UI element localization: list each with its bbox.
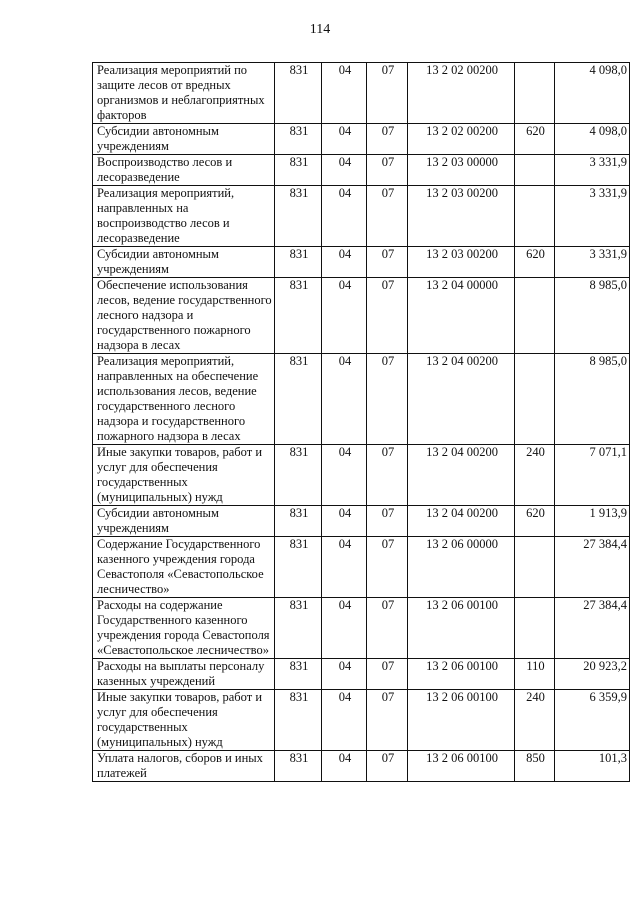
amount-cell: 3 331,9 [555,186,630,247]
expense-name-cell: Обеспечение использования лесов, ведение государственного лесного надзора и государственного пожарного надзора в лесах [93,278,275,354]
subsection-code-cell: 07 [367,506,408,537]
target-article-cell: 13 2 03 00000 [408,155,515,186]
section-code-cell: 04 [322,63,367,124]
amount-cell: 101,3 [555,751,630,782]
subsection-code-cell: 07 [367,63,408,124]
ministry-code-cell: 831 [275,445,322,506]
amount-cell: 6 359,9 [555,690,630,751]
table-row [93,690,630,751]
ministry-code-cell: 831 [275,247,322,278]
ministry-code-cell: 831 [275,659,322,690]
expense-name-cell: Реализация мероприятий по защите лесов от вредных организмов и неблагоприятных факторов [93,63,275,124]
expense-type-cell: 240 [515,445,555,506]
ministry-code-cell: 831 [275,598,322,659]
expense-type-cell: 620 [515,124,555,155]
expense-name-cell: Иные закупки товаров, работ и услуг для обеспечения государственных (муниципальных) нужд [93,445,275,506]
section-code-cell: 04 [322,659,367,690]
subsection-code-cell: 07 [367,155,408,186]
amount-cell: 27 384,4 [555,537,630,598]
section-code-cell: 04 [322,506,367,537]
expense-type-cell [515,186,555,247]
expense-type-cell [515,598,555,659]
amount-cell: 20 923,2 [555,659,630,690]
table-row [93,63,630,124]
target-article-cell: 13 2 06 00100 [408,659,515,690]
table-row [93,445,630,506]
target-article-cell: 13 2 04 00200 [408,354,515,445]
expense-type-cell [515,537,555,598]
table-row [93,155,630,186]
table-row [93,278,630,354]
subsection-code-cell: 07 [367,690,408,751]
ministry-code-cell: 831 [275,751,322,782]
expense-name-cell: Иные закупки товаров, работ и услуг для обеспечения государственных (муниципальных) нужд [93,690,275,751]
amount-cell: 4 098,0 [555,124,630,155]
section-code-cell: 04 [322,537,367,598]
expense-type-cell: 240 [515,690,555,751]
section-code-cell: 04 [322,354,367,445]
budget-table [92,62,630,782]
target-article-cell: 13 2 06 00100 [408,690,515,751]
amount-cell: 1 913,9 [555,506,630,537]
subsection-code-cell: 07 [367,124,408,155]
expense-name-cell: Расходы на содержание Государственного казенного учреждения города Севастополя «Севастопольское лесничество» [93,598,275,659]
section-code-cell: 04 [322,124,367,155]
budget-table-body [93,63,630,782]
ministry-code-cell: 831 [275,124,322,155]
expense-type-cell [515,155,555,186]
amount-cell: 27 384,4 [555,598,630,659]
expense-type-cell: 110 [515,659,555,690]
table-row [93,659,630,690]
subsection-code-cell: 07 [367,537,408,598]
expense-name-cell: Субсидии автономным учреждениям [93,247,275,278]
section-code-cell: 04 [322,247,367,278]
ministry-code-cell: 831 [275,63,322,124]
expense-type-cell [515,354,555,445]
section-code-cell: 04 [322,445,367,506]
table-row [93,354,630,445]
expense-type-cell: 620 [515,247,555,278]
expense-type-cell: 620 [515,506,555,537]
page-number: 114 [309,22,331,37]
target-article-cell: 13 2 06 00100 [408,598,515,659]
amount-cell: 3 331,9 [555,247,630,278]
subsection-code-cell: 07 [367,354,408,445]
expense-type-cell [515,63,555,124]
amount-cell: 4 098,0 [555,63,630,124]
table-row [93,537,630,598]
subsection-code-cell: 07 [367,445,408,506]
subsection-code-cell: 07 [367,278,408,354]
section-code-cell: 04 [322,155,367,186]
subsection-code-cell: 07 [367,598,408,659]
expense-name-cell: Расходы на выплаты персоналу казенных учреждений [93,659,275,690]
table-row [93,751,630,782]
target-article-cell: 13 2 03 00200 [408,247,515,278]
target-article-cell: 13 2 04 00000 [408,278,515,354]
expense-name-cell: Уплата налогов, сборов и иных платежей [93,751,275,782]
ministry-code-cell: 831 [275,278,322,354]
table-row [93,598,630,659]
section-code-cell: 04 [322,278,367,354]
ministry-code-cell: 831 [275,354,322,445]
target-article-cell: 13 2 06 00100 [408,751,515,782]
amount-cell: 8 985,0 [555,278,630,354]
section-code-cell: 04 [322,751,367,782]
ministry-code-cell: 831 [275,186,322,247]
target-article-cell: 13 2 04 00200 [408,506,515,537]
ministry-code-cell: 831 [275,537,322,598]
section-code-cell: 04 [322,598,367,659]
subsection-code-cell: 07 [367,247,408,278]
target-article-cell: 13 2 03 00200 [408,186,515,247]
ministry-code-cell: 831 [275,506,322,537]
expense-type-cell [515,278,555,354]
expense-name-cell: Воспроизводство лесов и лесоразведение [93,155,275,186]
target-article-cell: 13 2 02 00200 [408,124,515,155]
target-article-cell: 13 2 02 00200 [408,63,515,124]
table-row [93,186,630,247]
expense-name-cell: Реализация мероприятий, направленных на обеспечение использования лесов, ведение государственного лесного надзора и государственного пожарного надзора в лесах [93,354,275,445]
target-article-cell: 13 2 04 00200 [408,445,515,506]
table-row [93,124,630,155]
expense-name-cell: Субсидии автономным учреждениям [93,124,275,155]
table-row [93,506,630,537]
subsection-code-cell: 07 [367,659,408,690]
amount-cell: 3 331,9 [555,155,630,186]
expense-name-cell: Содержание Государственного казенного учреждения города Севастополя «Севастопольское лесничество» [93,537,275,598]
amount-cell: 8 985,0 [555,354,630,445]
ministry-code-cell: 831 [275,155,322,186]
target-article-cell: 13 2 06 00000 [408,537,515,598]
expense-name-cell: Субсидии автономным учреждениям [93,506,275,537]
ministry-code-cell: 831 [275,690,322,751]
expense-name-cell: Реализация мероприятий, направленных на воспроизводство лесов и лесоразведение [93,186,275,247]
expense-type-cell: 850 [515,751,555,782]
subsection-code-cell: 07 [367,186,408,247]
section-code-cell: 04 [322,690,367,751]
subsection-code-cell: 07 [367,751,408,782]
table-row [93,247,630,278]
section-code-cell: 04 [322,186,367,247]
amount-cell: 7 071,1 [555,445,630,506]
